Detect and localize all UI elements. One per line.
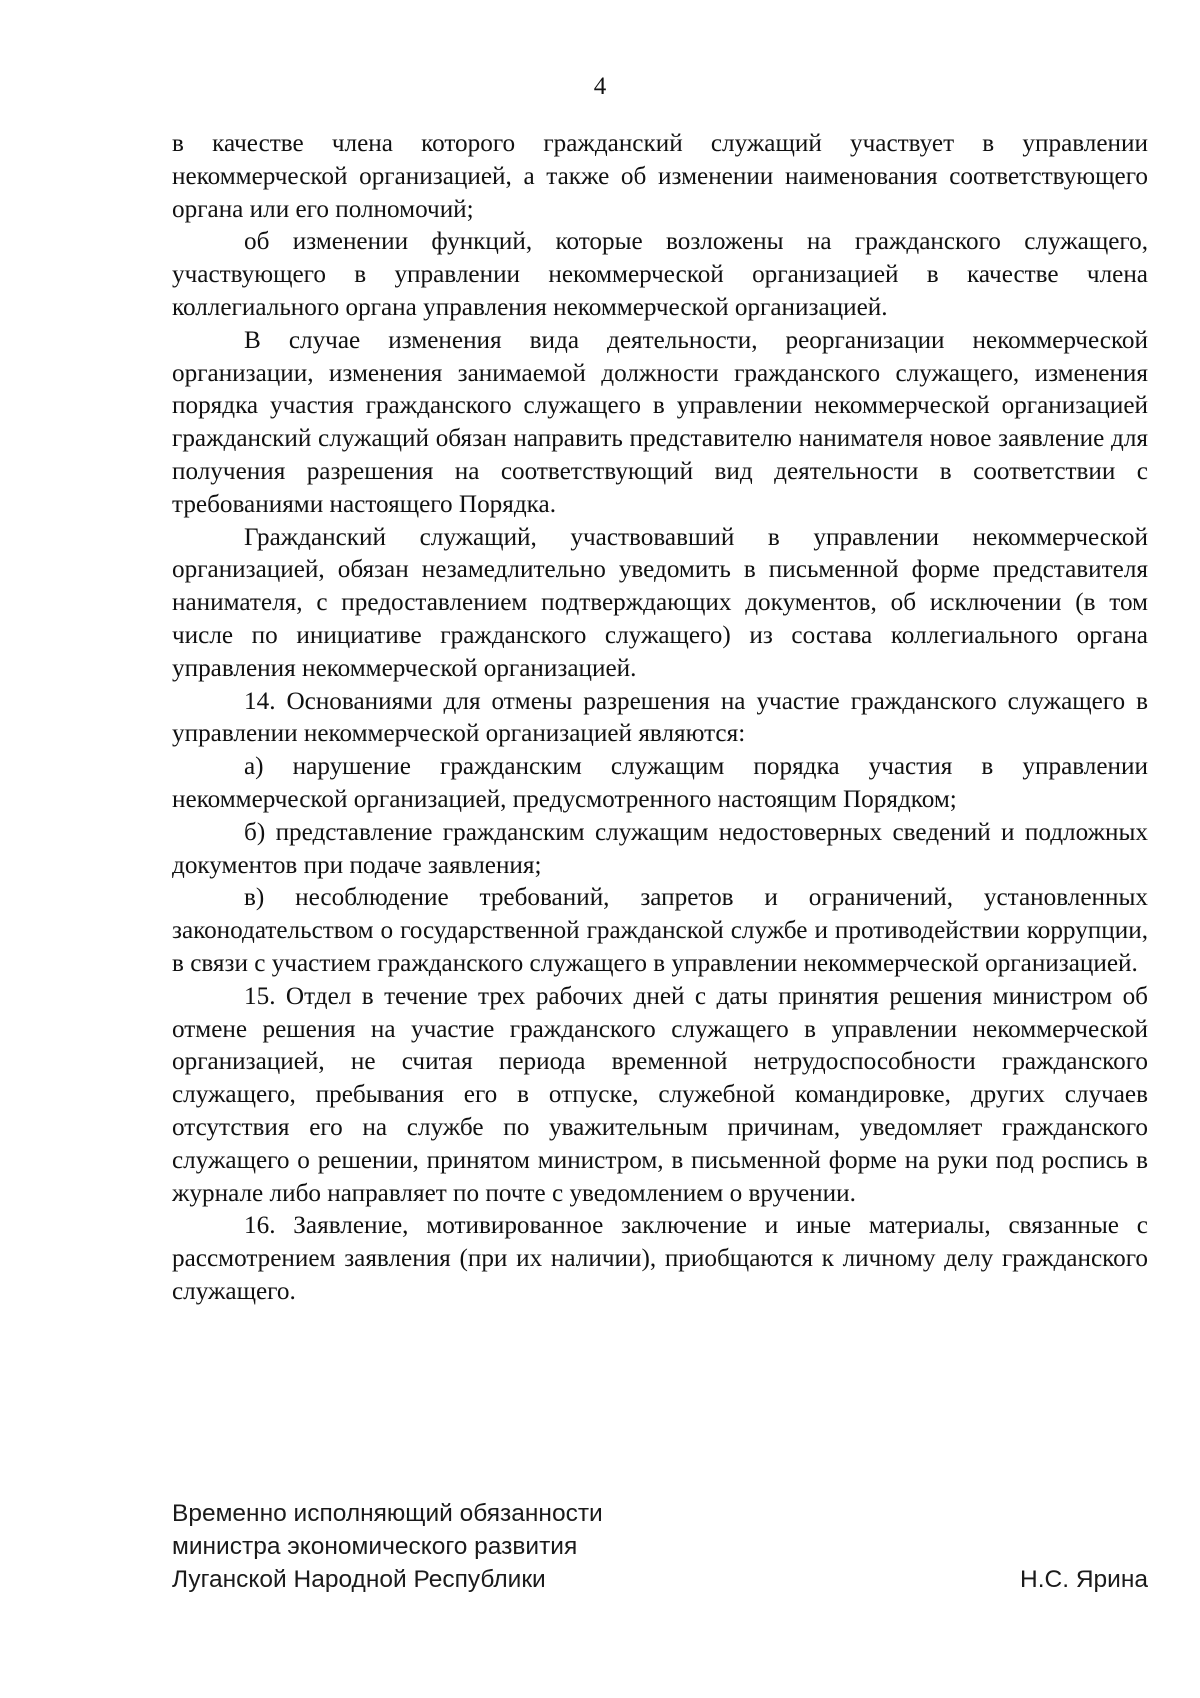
clause-14-item-b: б) представление гражданским служащим недостоверных сведений и подложных документов при подаче заявления; — [172, 818, 1148, 879]
signatory-title-line-2: министра экономического развития — [172, 1533, 578, 1560]
signatory-title-line-3: Луганской Народной Республики — [172, 1566, 546, 1593]
document-body — [172, 128, 1148, 1309]
page-number: 4 — [593, 73, 607, 100]
paragraph-exclusion-notice: Гражданский служащий, участвовавший в управлении некоммерческой организацией, обязан незамедлительно уведомить в письменной форме представителя нанимателя, с предоставлением подтверждающих документов, об исключении (в том числе по инициативе гражданского служащего) из состава коллегиального органа управления некоммерческой организацией. — [172, 523, 1148, 682]
clause-14-item-c: в) несоблюдение требований, запретов и ограничений, установленных законодательством о государственной гражданской службе и противодействии коррупции, в связи с участием гражданского служащего в управлении некоммерческой организацией. — [172, 884, 1148, 977]
paragraph-activity-change: В случае изменения вида деятельности, реорганизации некоммерческой организации, изменения занимаемой должности гражданского служащего, изменения порядка участия гражданского служащего в управлении некоммерческой организацией гражданский служащий обязан направить представителю нанимателя новое заявление для получения разрешения на соответствующий вид деятельности в соответствии с требованиями настоящего Порядка. — [172, 326, 1148, 518]
paragraph-functions-change: об изменении функций, которые возложены на гражданского служащего, участвующего в управлении некоммерческой организацией в качестве члена коллегиального органа управления некоммерческой организацией. — [172, 228, 1148, 321]
signatory-title-line-1: Временно исполняющий обязанности — [172, 1500, 603, 1527]
signatory-name: Н.С. Ярина — [1020, 1566, 1148, 1593]
paragraph-continuation: в качестве члена которого гражданский служащий участвует в управлении некоммерческой организацией, а также об изменении наименования соответствующего органа или его полномочий; — [172, 130, 1148, 223]
clause-14: 14. Основаниями для отмены разрешения на участие гражданского служащего в управлении некоммерческой организацией являются: — [172, 687, 1148, 748]
clause-15: 15. Отдел в течение трех рабочих дней с даты принятия решения министром об отмене решения на участие гражданского служащего в управлении некоммерческой организацией, не считая периода временной нетрудоспособности гражданского служащего, пребывания его в отпуске, служебной командировке, других случаев отсутствия его на службе по уважительным причинам, уведомляет гражданского служащего о решении, принятом министром, в письменной форме на руки под роспись в журнале либо направляет по почте с уведомлением о вручении. — [172, 982, 1148, 1207]
signatory-row — [172, 1563, 1148, 1596]
signature-block — [172, 1497, 1148, 1596]
clause-14-item-a: а) нарушение гражданским служащим порядка участия в управлении некоммерческой организацией, предусмотренного настоящим Порядком; — [172, 753, 1148, 813]
clause-16: 16. Заявление, мотивированное заключение и иные материалы, связанные с рассмотрением заявления (при их наличии), приобщаются к личному делу гражданского служащего. — [172, 1212, 1148, 1305]
